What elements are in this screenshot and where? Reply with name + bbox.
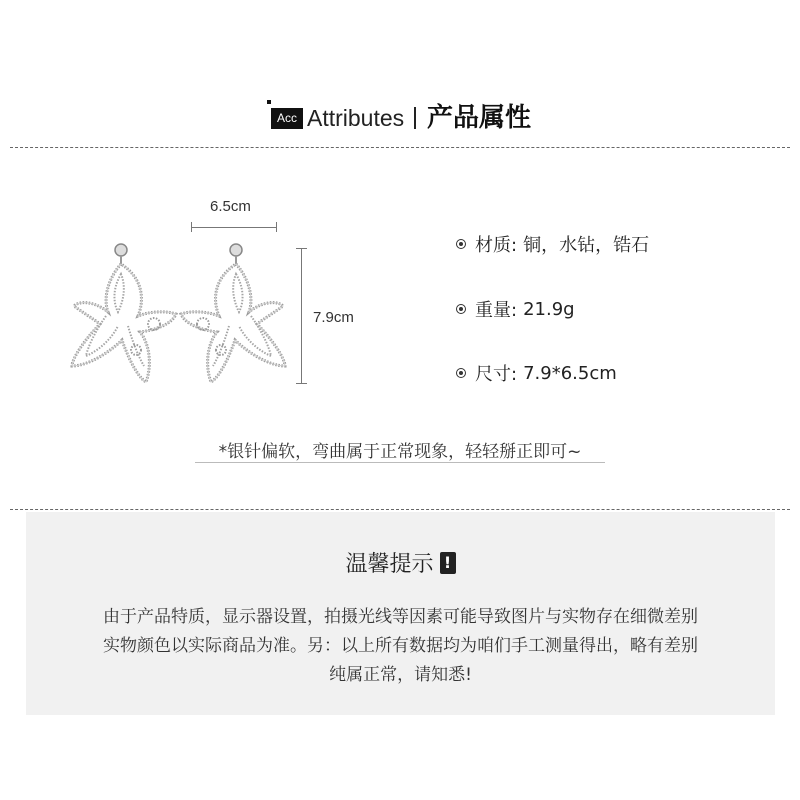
notice-line-3: 纯属正常，请知悉! (329, 665, 472, 685)
height-line (301, 248, 302, 384)
height-tick-bottom (296, 383, 307, 384)
middle-divider (10, 509, 790, 510)
width-label: 6.5cm (210, 198, 251, 215)
warning-icon: ! (440, 552, 456, 574)
header-separator (414, 107, 416, 129)
spec-size-value: 7.9*6.5cm (523, 362, 617, 384)
notice-title-text: 温馨提示 (345, 552, 434, 577)
bullet-icon (456, 368, 466, 378)
section-header (0, 100, 800, 136)
notice-title (26, 547, 775, 578)
spec-size (456, 361, 617, 385)
width-line (191, 227, 277, 228)
header-title-en: Attributes (307, 105, 405, 131)
height-label: 7.9cm (313, 309, 354, 326)
spec-weight-label: 重量: (475, 300, 518, 321)
bullet-icon (456, 239, 466, 249)
width-tick-left (191, 222, 192, 232)
spec-material-value: 铜，水钻，锆石 (523, 235, 650, 256)
spec-material (456, 232, 649, 256)
height-tick-top (296, 248, 307, 249)
width-tick-right (276, 222, 277, 232)
header-badge: Acc (271, 108, 303, 129)
spec-material-label: 材质: (475, 235, 518, 256)
spec-weight (456, 297, 575, 321)
top-divider (10, 147, 790, 148)
spec-weight-value: 21.9g (523, 298, 575, 320)
notice-line-2: 实物颜色以实际商品为准。另：以上所有数据均为咱们手工测量得出，略有差别 (103, 636, 698, 656)
earrings-image (66, 240, 291, 390)
header-title-cn: 产品属性 (427, 103, 532, 133)
header-dot (267, 100, 271, 104)
note-underline (195, 462, 605, 463)
notice-line-1: 由于产品特质，显示器设置，拍摄光线等因素可能导致图片与实物存在细微差别 (103, 607, 698, 627)
notice-box (26, 512, 775, 715)
spec-size-label: 尺寸: (475, 364, 518, 385)
bullet-icon (456, 304, 466, 314)
care-note: *银针偏软，弯曲属于正常现象，轻轻掰正即可~ (218, 442, 582, 462)
